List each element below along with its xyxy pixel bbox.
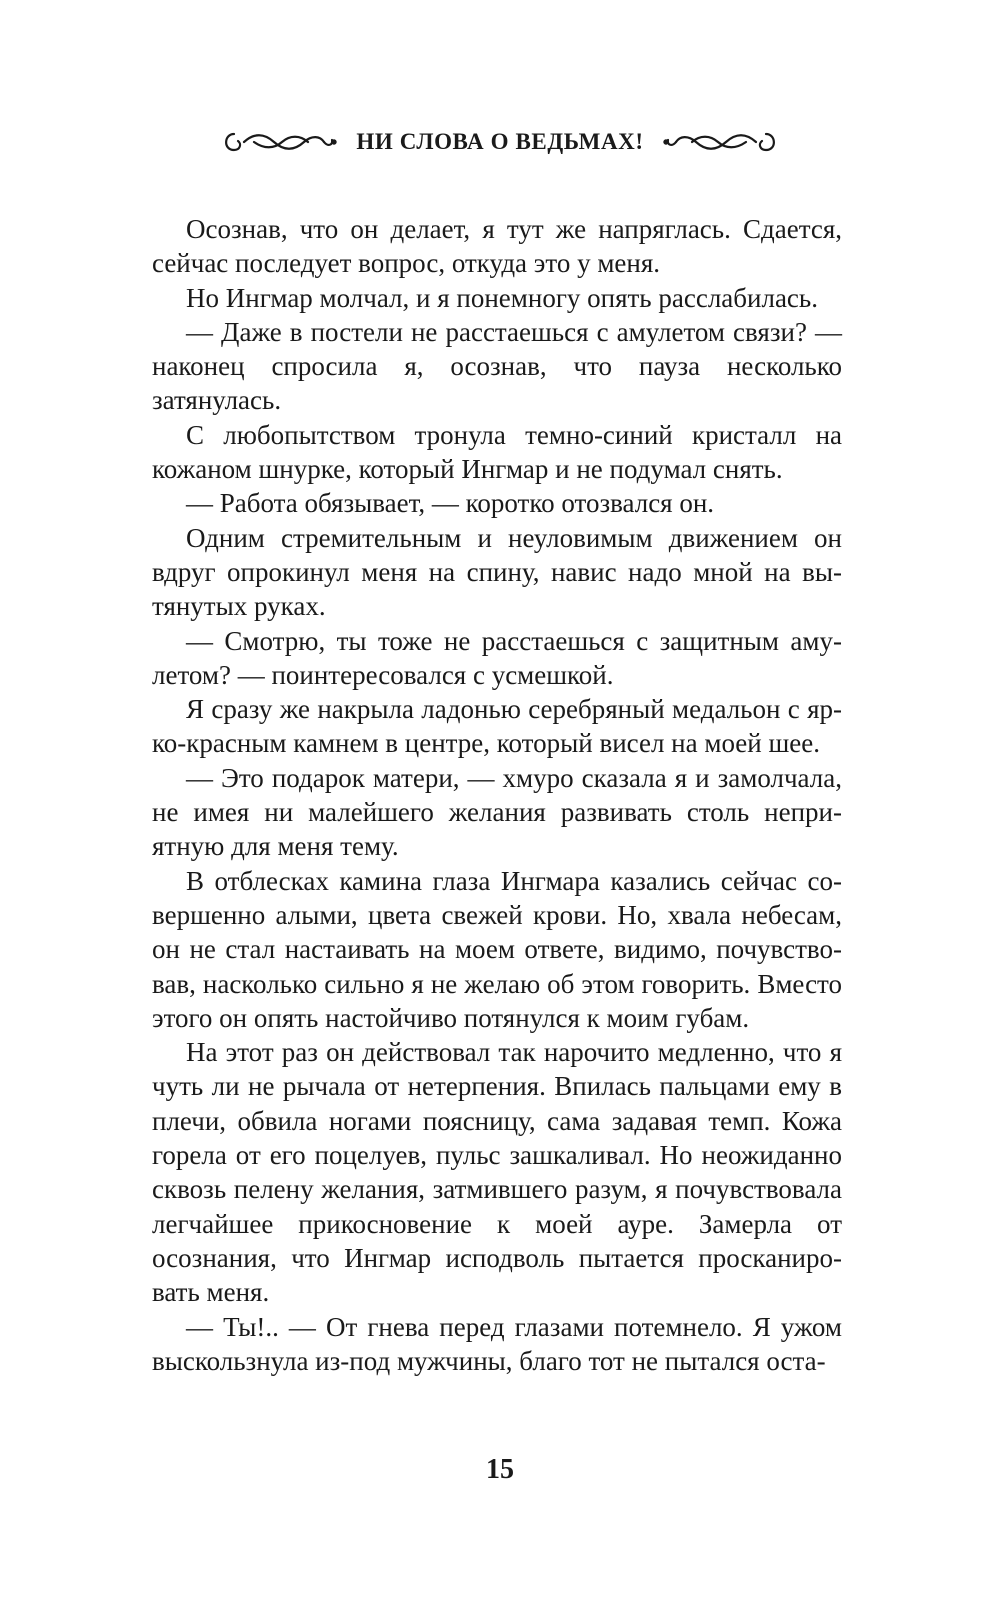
paragraph: С любопытством тронула темно-синий кристалл на кожаном шнурке, который Ингмар и не подумал снять. — [152, 419, 842, 485]
left-flourish-icon — [220, 125, 338, 159]
paragraph: На этот раз он действовал так нарочито медленно, что я чуть ли не рычала от нетерпения. Впилась пальцами ему в плечи, обвила ногами поясницу, сама задавая темп. Кожа горела от его поцелуев, пульс зашкаливал. Но неожиданно сквозь пелену желания, затмившего разум, я почувствовала легчайшее прикосновение к моей ауре. Замерла от осознания, что Ингмар исподволь пытается просканировать меня. — [152, 1037, 842, 1308]
paragraph: В отблесках камина глаза Ингмара казались сейчас совершенно алыми, цвета свежей крови. Но, хвала небесам, он не стал настаивать на моем ответе, видимо, почувствовав, насколько сильно я не желаю об этом говорить. Вместо этого он опять настойчиво потянулся к моим губам. — [152, 865, 842, 1033]
running-header — [0, 122, 1000, 162]
paragraph: — Смотрю, ты тоже не расстаешься с защитным амулетом? — поинтересовался с усмешкой. — [152, 625, 842, 690]
paragraph: Осознав, что он делает, я тут же напряглась. Сдается, сейчас последует вопрос, откуда это у меня. — [152, 214, 842, 279]
body-text — [152, 212, 842, 1378]
paragraph: Но Ингмар молчал, и я понемногу опять расслабилась. — [186, 282, 818, 313]
paragraph: — Ты!.. — От гнева перед глазами потемнело. Я ужом выскользнула из-под мужчины, благо тот не пытался оста- — [152, 1311, 842, 1376]
page-number: 15 — [486, 1454, 514, 1485]
paragraph: Одним стремительным и неуловимым движением он вдруг опрокинул меня на спину, навис надо мной на вытянутых руках. — [152, 522, 842, 622]
right-flourish-icon — [662, 125, 780, 159]
paragraph: — Даже в постели не расстаешься с амулетом связи? — наконец спросила я, осознав, что пауза несколько затянулась. — [152, 316, 842, 416]
paragraph: — Это подарок матери, — хмуро сказала я и замолчала, не имея ни малейшего желания развивать столь неприятную для меня тему. — [152, 762, 842, 862]
paragraph: Я сразу же накрыла ладонью серебряный медальон с ярко-красным камнем в центре, который висел на моей шее. — [152, 694, 842, 759]
paragraph: — Работа обязывает, — коротко отозвался он. — [186, 488, 715, 519]
running-title: НИ СЛОВА О ВЕДЬМАХ! — [356, 129, 644, 154]
